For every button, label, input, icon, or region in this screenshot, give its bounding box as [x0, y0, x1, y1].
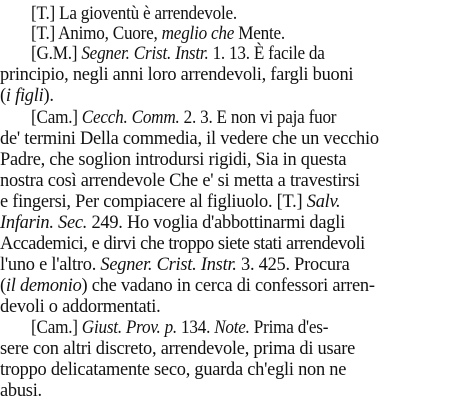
- entry-line: (il demonio) che vadano in cerca di confessori arren-: [0, 276, 375, 296]
- entry-line: [G.M.] Segner. Crist. Instr. 1. 13. È facile da: [31, 44, 325, 64]
- entry-line: abusi.: [0, 381, 42, 401]
- entry-line: [Cam.] Cecch. Comm. 2. 3. E non vi paja fuor: [31, 108, 337, 128]
- entry-line: sere con altri discreto, arrendevole, prima di usare: [0, 339, 356, 359]
- entry-line: Padre, che soglion introdursi rigidi, Sia in questa: [0, 150, 347, 170]
- entry-line: [T.] La gioventù è arrendevole.: [31, 4, 237, 24]
- entry-line: principio, negli anni loro arrendevoli, fargli buoni: [0, 65, 354, 85]
- entry-line: nostra così arrendevole Che e' si metta a travestirsi: [0, 171, 360, 191]
- entry-line: devoli o addormentati.: [0, 297, 161, 317]
- entry-line: Infarin. Sec. 249. Ho voglia d'abbottinarmi dagli: [0, 213, 345, 233]
- entry-line: [T.] Animo, Cuore, meglio che Mente.: [31, 24, 285, 44]
- entry-line: troppo delicatamente seco, guarda ch'egli non ne: [0, 360, 347, 380]
- entry-line: (i figli).: [0, 86, 54, 106]
- entry-line: e fingersi, Per compiacere al figliuolo. [T.] Salv.: [0, 192, 341, 212]
- entry-line: [Cam.] Giust. Prov. p. 134. Note. Prima d'es-: [31, 318, 329, 338]
- entry-line: de' termini Della commedia, il vedere che un vecchio: [0, 129, 379, 149]
- entry-line: Accademici, e dirvi che troppo siete stati arrendevoli: [0, 234, 365, 254]
- entry-line: l'uno e l'altro. Segner. Crist. Instr. 3. 425. Procura: [0, 255, 350, 275]
